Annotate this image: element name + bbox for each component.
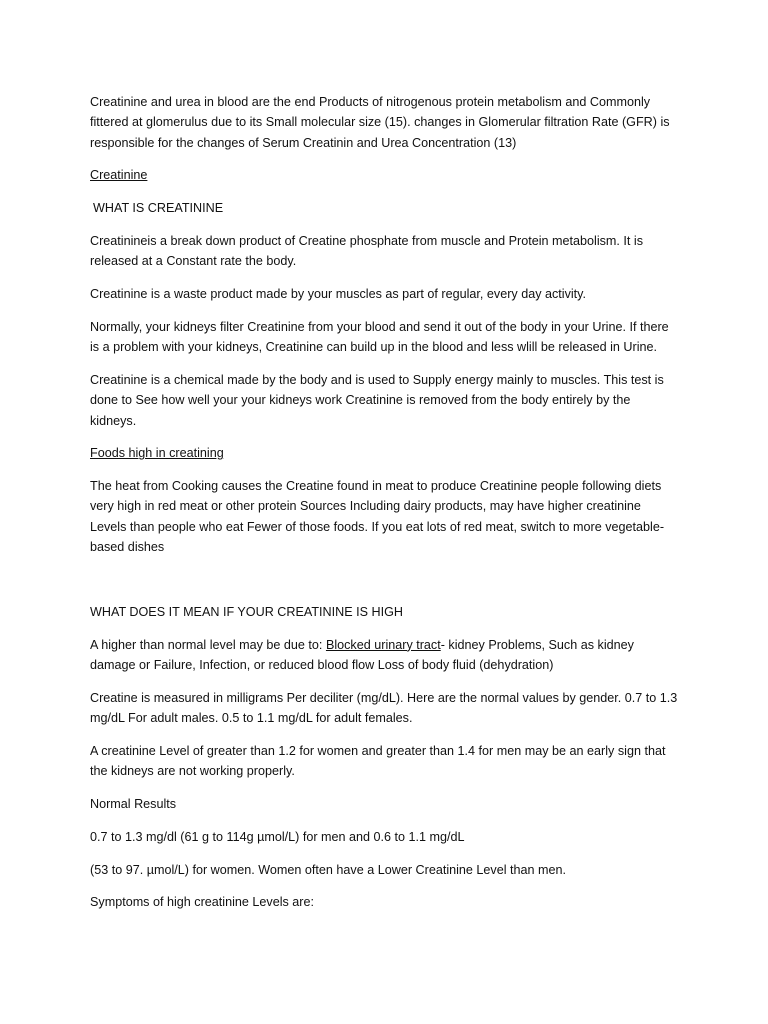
what-is-creatinine-heading: WHAT IS CREATININE — [93, 201, 224, 216]
high-creatinine-heading: WHAT DOES IT MEAN IF YOUR CREATININE IS HIGH — [90, 604, 404, 619]
definition-paragraph: Creatinineis a break down product of Creatine phosphate from muscle and Protein metabolism. It is released at a Constant rate the body. — [90, 233, 644, 269]
chemical-paragraph: Creatinine is a chemical made by the body and is used to Supply energy mainly to muscles. This test is done to See how well your your kidneys work Creatinine is removed from the body entirely by the kidneys. — [90, 372, 664, 428]
causes-prefix: A higher than normal level may be due to: — [90, 637, 326, 652]
men-range-line: 0.7 to 1.3 mg/dl (61 g to 114g µmol/L) for men and 0.6 to 1.1 mg/dL — [90, 829, 465, 844]
paragraph-gap — [90, 570, 680, 602]
early-sign-paragraph: A creatinine Level of greater than 1.2 for women and greater than 1.4 for men may be an early sign that the kidneys are not working properly. — [90, 743, 666, 779]
waste-product-paragraph: Creatinine is a waste product made by your muscles as part of regular, every day activity. — [90, 287, 587, 302]
document-body — [90, 92, 680, 925]
symptoms-line: Symptoms of high creatinine Levels are: — [90, 895, 315, 910]
intro-paragraph: Creatinine and urea in blood are the end Products of nitrogenous protein metabolism and Commonly fittered at glomerulus due to its Small molecular size (15). changes in Glomerular filtration Rate (GFR) is responsible for the changes of Serum Creatinin and Urea Concentration (13) — [90, 95, 670, 150]
causes-suffix: - kidney Problems, Such as kidney damage or Failure, Infection, or reduced blood flow Loss of body fluid (dehydration) — [90, 637, 634, 672]
foods-heading: Foods high in creatining — [90, 446, 224, 461]
cooking-paragraph: The heat from Cooking causes the Creatine found in meat to produce Creatinine people following diets very high in red meat or other protein Sources Including dairy products, may have higher creatinine Levels than people who eat Fewer of those foods. If you eat lots of red meat, switch to more vegetable-based dishes — [90, 479, 665, 555]
measurement-paragraph: Creatine is measured in milligrams Per deciliter (mg/dL). Here are the normal values by gender. 0.7 to 1.3 mg/dL For adult males. 0.5 to 1.1 mg/dL for adult females. — [90, 690, 678, 726]
blocked-urinary-tract-text: Blocked urinary tract — [325, 637, 441, 652]
creatinine-heading: Creatinine — [90, 168, 148, 183]
normal-results-label: Normal Results — [90, 796, 177, 811]
women-range-line: (53 to 97. µmol/L) for women. Women often have a Lower Creatinine Level than men. — [90, 862, 567, 877]
kidney-filter-paragraph: Normally, your kidneys filter Creatinine from your blood and send it out of the body in your Urine. If there is a problem with your kidneys, Creatinine can build up in the blood and less wlill be released in Urine. — [90, 319, 669, 355]
causes-paragraph — [90, 635, 680, 676]
